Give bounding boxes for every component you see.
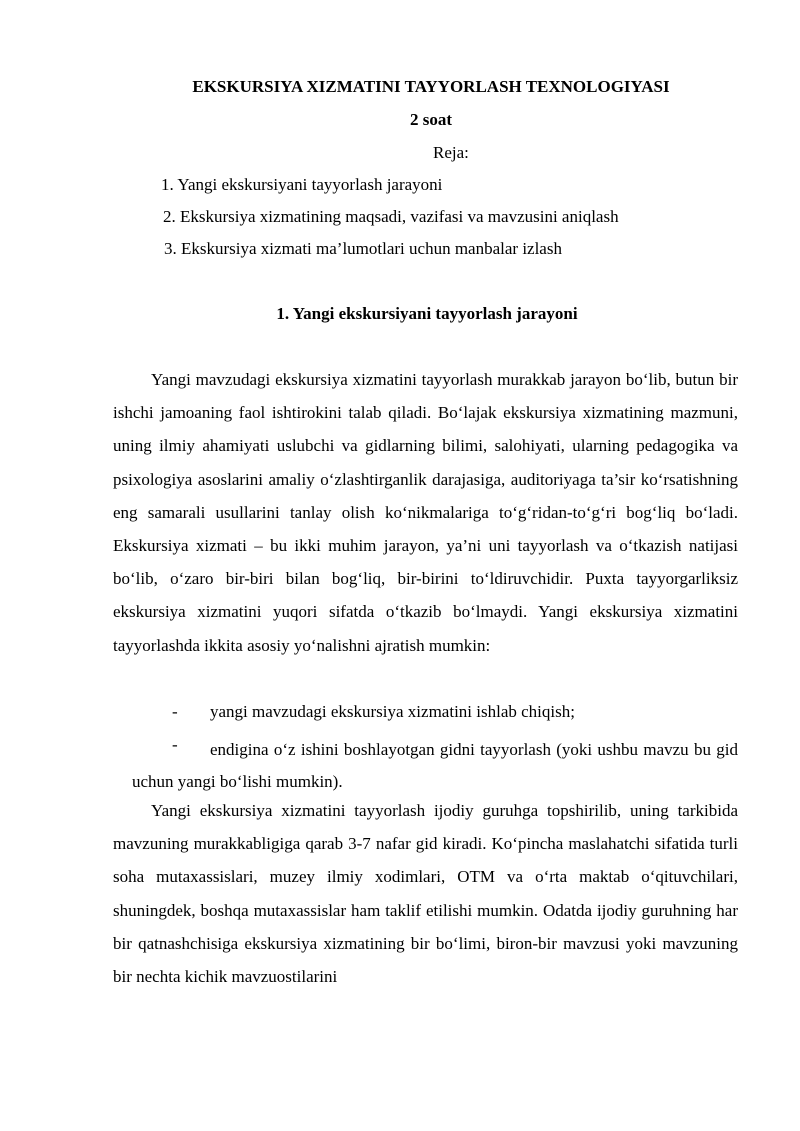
- body-paragraph: Yangi mavzudagi ekskursiya xizmatini tayyorlash murakkab jarayon bo‘lib, butun bir ishchi jamoaning faol ishtirokini talab qiladi. Bo‘lajak ekskursiya xizmatining mazmuni, uning ilmiy ahamiyati uslubchi va gidlarning bilimi, salohiyati, ularning pedagogika va psixologiya asoslarini amaliy o‘zlashtirganlik darajasiga, auditoriyaga ta’sir ko‘rsatishning eng samarali usullarini tanlay olish ko‘nikmalariga to‘g‘ridan-to‘g‘ri bog‘liq bo‘ladi. Ekskursiya xizmati – bu ikki muhim jarayon, ya’ni uni tayyorlash va o‘tkazish natijasi bo‘lib, o‘zaro bir-biri bilan bog‘liq, bir-birini to‘ldiruvchidir. Puxta tayyorgarliksiz ekskursiya xizmatini yuqori sifatda o‘tkazib bo‘lmaydi. Yangi ekskursiya xizmatini tayyorlashda ikkita asosiy yo‘nalishni ajratish mumkin:: [113, 370, 738, 655]
- plan-item: 2. Ekskursiya xizmatining maqsadi, vazifasi va mavzusini aniqlash: [163, 207, 619, 226]
- plan-label: Reja:: [433, 143, 469, 162]
- document-title: EKSKURSIYA XIZMATINI TAYYORLASH TEXNOLOGIYASI: [192, 77, 670, 96]
- bullet-dash: -: [172, 702, 178, 721]
- plan-item: 1. Yangi ekskursiyani tayyorlash jarayoni: [161, 175, 443, 194]
- body-paragraph: Yangi ekskursiya xizmatini tayyorlash ijodiy guruhga topshirilib, uning tarkibida mavzuning murakkabligiga qarab 3-7 nafar gid kiradi. Ko‘pincha maslahatchi sifatida turli soha mutaxassislari, muzey ilmiy xodimlari, OTM va o‘rta maktab o‘qituvchilari, shuningdek, boshqa mutaxassislar ham taklif etilishi mumkin. Odatda ijodiy guruhning har bir qatnashchisiga ekskursiya xizmatining bir bo‘limi, biron-bir mavzusi yoki mavzuning bir nechta kichik mavzuostilarini: [113, 801, 738, 987]
- bullet-dash: -: [172, 735, 178, 754]
- document-hours: 2 soat: [409, 110, 453, 129]
- plan-item: 3. Ekskursiya xizmati ma’lumotlari uchun manbalar izlash: [164, 239, 562, 258]
- section-heading: 1. Yangi ekskursiyani tayyorlash jarayoni: [276, 304, 578, 323]
- bullet-text: yangi mavzudagi ekskursiya xizmatini ishlab chiqish;: [210, 702, 575, 721]
- bullet-text: endigina o‘z ishini boshlayotgan gidni tayyorlash (yoki ushbu mavzu bu gid uchun yangi bo‘lishi mumkin).: [132, 740, 738, 791]
